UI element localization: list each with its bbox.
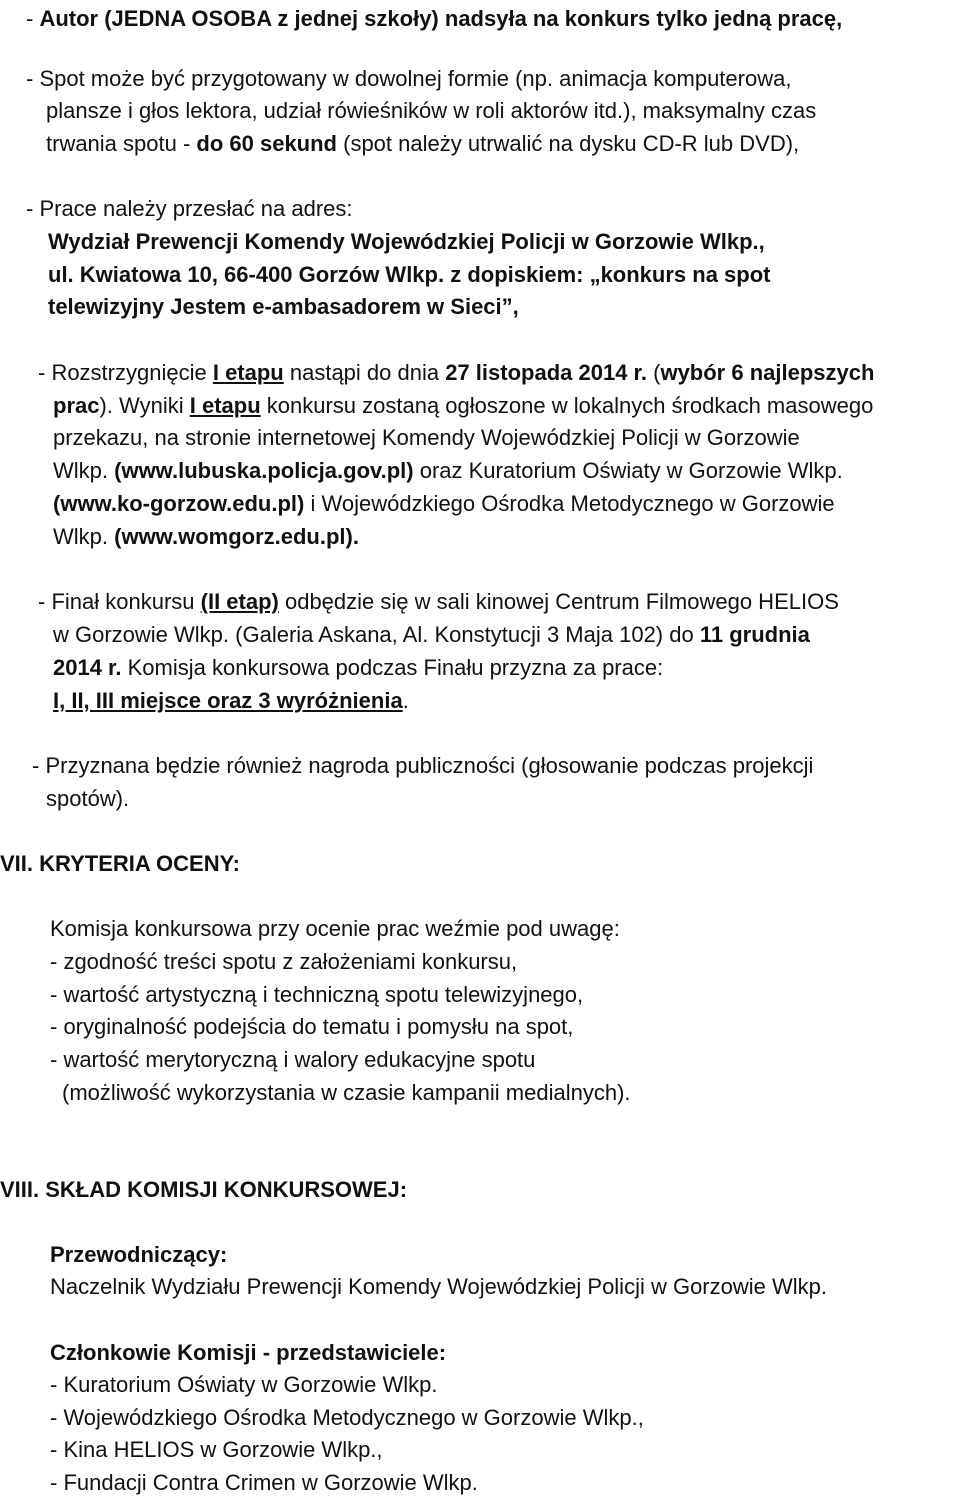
rule-address-intro: - Prace należy przesłać na adres: xyxy=(26,196,353,221)
wom-website: (www.womgorz.edu.pl). xyxy=(114,524,359,549)
rule-results-line-4 xyxy=(53,457,843,485)
heading-text: VIII. SKŁAD KOMISJI KONKURSOWEJ: xyxy=(0,1177,408,1202)
rule-spot-form-line-2: plansze i głos lektora, udział rówieśników w roli aktorów itd.), maksymalny czas xyxy=(46,98,817,123)
text-run: ). Wyniki xyxy=(99,393,190,418)
rule-final-line-1 xyxy=(38,588,839,616)
rule-final-line-3 xyxy=(53,654,663,682)
address-line-2 xyxy=(48,261,771,289)
text-run: konkursu zostaną ogłoszone w lokalnych środkach masowego xyxy=(260,393,874,418)
address-text: Wydział Prewencji Komendy Wojewódzkiej Policji w Gorzowie Wlkp., xyxy=(48,229,765,254)
text-run: . xyxy=(402,688,409,713)
final-date-year: 2014 r. xyxy=(53,655,122,680)
address-text: ul. Kwiatowa 10, 66-400 Gorzów Wlkp. z dopiskiem: „konkurs na spot xyxy=(48,262,771,287)
text-run: nastąpi do dnia xyxy=(283,360,446,385)
member-item: - Wojewódzkiego Ośrodka Metodycznego w Gorzowie Wlkp., xyxy=(50,1405,644,1430)
section-heading-criteria xyxy=(0,850,240,878)
label-text: Przewodniczący: xyxy=(50,1242,228,1267)
heading-text: VII. KRYTERIA OCENY: xyxy=(0,851,240,876)
rule-spot-form-line-3 xyxy=(46,130,799,158)
selection-note-end: prac xyxy=(53,393,100,418)
police-website: (www.lubuska.policja.gov.pl) xyxy=(114,458,414,483)
rule-spot-form-line-1: - Spot może być przygotowany w dowolnej formie (np. animacja komputerowa, xyxy=(26,66,792,91)
rule-audience-award-line-1: - Przyznana będzie również nagroda publiczności (głosowanie podczas projekcji xyxy=(32,753,814,778)
address-text: telewizyjny Jestem e-ambasadorem w Sieci”, xyxy=(48,294,519,319)
label-text: Członkowie Komisji - przedstawiciele: xyxy=(50,1340,447,1365)
rule-results-line-5 xyxy=(53,490,835,518)
rule-author-text: Autor (JEDNA OSOBA z jednej szkoły) nadsyła na konkurs tylko jedną pracę, xyxy=(39,6,843,31)
text-run: Wlkp. xyxy=(53,524,115,549)
criteria-intro: Komisja konkursowa przy ocenie prac weźmie pod uwagę: xyxy=(50,916,620,941)
members-label xyxy=(50,1339,446,1367)
rule-final-line-2 xyxy=(53,621,810,649)
criteria-item: - oryginalność podejścia do tematu i pomysłu na spot, xyxy=(50,1014,574,1039)
criteria-item: - zgodność treści spotu z założeniami konkursu, xyxy=(50,949,518,974)
text-run: Komisja konkursowa podczas Finału przyzna za prace: xyxy=(121,655,664,680)
duration-limit: do 60 sekund xyxy=(196,131,337,156)
text-run: oraz Kuratorium Oświaty w Gorzowie Wlkp. xyxy=(413,458,843,483)
text-run: (spot należy utrwalić na dysku CD-R lub DVD), xyxy=(337,131,800,156)
member-item: - Kina HELIOS w Gorzowie Wlkp., xyxy=(50,1437,383,1462)
stage-label: I etapu xyxy=(189,393,261,418)
rule-audience-award-line-2: spotów). xyxy=(46,786,130,811)
rule-results-line-1 xyxy=(38,359,874,387)
text-run: Wlkp. xyxy=(53,458,115,483)
rule-author-line xyxy=(26,5,842,33)
rule-results-line-2 xyxy=(53,392,873,420)
results-date: 27 listopada 2014 r. xyxy=(445,360,647,385)
criteria-item: - wartość artystyczną i techniczną spotu telewizyjnego, xyxy=(50,982,584,1007)
chair-label xyxy=(50,1241,227,1269)
text-run: ( xyxy=(647,360,661,385)
text-run: odbędzie się w sali kinowej Centrum Filmowego HELIOS xyxy=(278,589,839,614)
dash: - xyxy=(26,6,40,31)
criteria-item-note: (możliwość wykorzystania w czasie kampanii medialnych). xyxy=(62,1080,631,1105)
member-item: - Kuratorium Oświaty w Gorzowie Wlkp. xyxy=(50,1372,438,1397)
selection-note: wybór 6 najlepszych xyxy=(660,360,875,385)
kuratorium-website: (www.ko-gorzow.edu.pl) xyxy=(53,491,305,516)
text-run: trwania spotu - xyxy=(46,131,197,156)
criteria-item: - wartość merytoryczną i walory edukacyjne spotu xyxy=(50,1047,536,1072)
rule-final-line-4 xyxy=(53,687,409,715)
stage-label: (II etap) xyxy=(200,589,279,614)
rule-results-line-6 xyxy=(53,523,359,551)
stage-label: I etapu xyxy=(212,360,284,385)
awards: I, II, III miejsce oraz 3 wyróżnienia xyxy=(53,688,403,713)
section-heading-committee xyxy=(0,1176,407,1204)
text-run: - Finał konkursu xyxy=(38,589,201,614)
address-line-3 xyxy=(48,293,519,321)
member-item: - Fundacji Contra Crimen w Gorzowie Wlkp. xyxy=(50,1470,478,1495)
text-run: w Gorzowie Wlkp. (Galeria Askana, Al. Konstytucji 3 Maja 102) do xyxy=(53,622,700,647)
address-line-1 xyxy=(48,228,765,256)
text-run: i Wojewódzkiego Ośrodka Metodycznego w Gorzowie xyxy=(304,491,835,516)
final-date: 11 grudnia xyxy=(699,622,810,647)
text-run: - Rozstrzygnięcie xyxy=(38,360,213,385)
chair-name: Naczelnik Wydziału Prewencji Komendy Wojewódzkiej Policji w Gorzowie Wlkp. xyxy=(50,1274,827,1299)
rule-results-line-3: przekazu, na stronie internetowej Komendy Wojewódzkiej Policji w Gorzowie xyxy=(53,425,800,450)
